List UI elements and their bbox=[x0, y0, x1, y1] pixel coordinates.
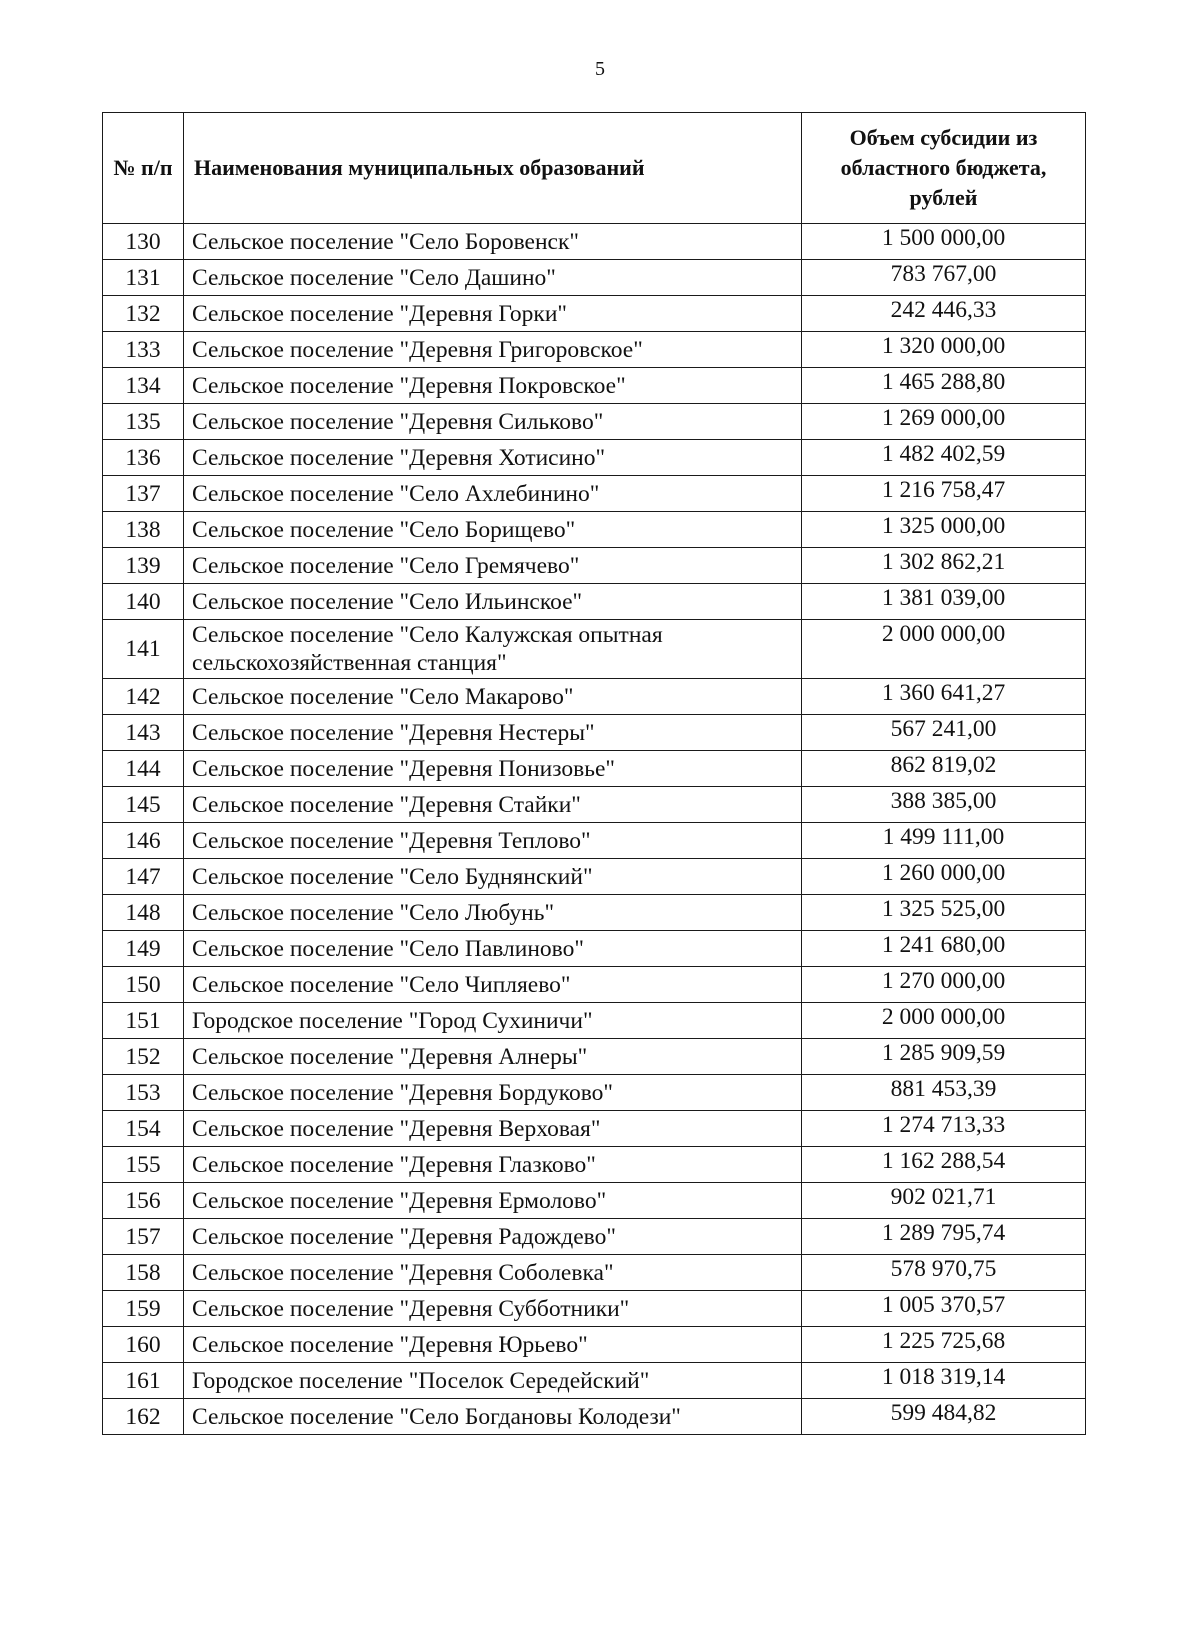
settlement-name: Сельское поселение "Село Дашино" bbox=[184, 260, 802, 296]
settlement-name: Сельское поселение "Деревня Григоровское" bbox=[184, 332, 802, 368]
row-number: 141 bbox=[103, 620, 184, 679]
row-number: 130 bbox=[103, 224, 184, 260]
settlement-name: Сельское поселение "Село Гремячево" bbox=[184, 548, 802, 584]
subsidy-amount: 902 021,71 bbox=[802, 1183, 1086, 1219]
subsidy-amount: 1 499 111,00 bbox=[802, 823, 1086, 859]
table-row bbox=[103, 476, 1086, 512]
table-row bbox=[103, 1111, 1086, 1147]
page-number: 5 bbox=[595, 58, 605, 80]
settlement-name: Сельское поселение "Деревня Понизовье" bbox=[184, 751, 802, 787]
header-name: Наименования муниципальных образований bbox=[184, 113, 802, 224]
subsidy-amount: 881 453,39 bbox=[802, 1075, 1086, 1111]
table-row bbox=[103, 1183, 1086, 1219]
subsidy-amount: 1 465 288,80 bbox=[802, 368, 1086, 404]
row-number: 136 bbox=[103, 440, 184, 476]
settlement-name: Сельское поселение "Деревня Алнеры" bbox=[184, 1039, 802, 1075]
settlement-name: Сельское поселение "Село Чипляево" bbox=[184, 967, 802, 1003]
subsidy-amount: 1 260 000,00 bbox=[802, 859, 1086, 895]
settlement-name: Сельское поселение "Деревня Горки" bbox=[184, 296, 802, 332]
row-number: 149 bbox=[103, 931, 184, 967]
row-number: 152 bbox=[103, 1039, 184, 1075]
row-number: 138 bbox=[103, 512, 184, 548]
row-number: 151 bbox=[103, 1003, 184, 1039]
row-number: 159 bbox=[103, 1291, 184, 1327]
settlement-name: Сельское поселение "Деревня Сильково" bbox=[184, 404, 802, 440]
subsidy-amount: 1 216 758,47 bbox=[802, 476, 1086, 512]
subsidy-amount: 578 970,75 bbox=[802, 1255, 1086, 1291]
row-number: 157 bbox=[103, 1219, 184, 1255]
table-row bbox=[103, 404, 1086, 440]
settlement-name: Сельское поселение "Село Ахлебинино" bbox=[184, 476, 802, 512]
subsidy-amount: 1 482 402,59 bbox=[802, 440, 1086, 476]
row-number: 146 bbox=[103, 823, 184, 859]
table-row bbox=[103, 512, 1086, 548]
settlement-name: Городское поселение "Город Сухиничи" bbox=[184, 1003, 802, 1039]
row-number: 162 bbox=[103, 1399, 184, 1435]
table-row bbox=[103, 368, 1086, 404]
subsidy-amount: 1 005 370,57 bbox=[802, 1291, 1086, 1327]
settlement-name: Сельское поселение "Деревня Субботники" bbox=[184, 1291, 802, 1327]
table-row bbox=[103, 1291, 1086, 1327]
subsidy-amount: 1 325 525,00 bbox=[802, 895, 1086, 931]
settlement-name: Сельское поселение "Село Любунь" bbox=[184, 895, 802, 931]
row-number: 147 bbox=[103, 859, 184, 895]
subsidy-amount: 1 325 000,00 bbox=[802, 512, 1086, 548]
table-row bbox=[103, 548, 1086, 584]
table-row bbox=[103, 260, 1086, 296]
row-number: 142 bbox=[103, 679, 184, 715]
settlement-name: Сельское поселение "Село Ильинское" bbox=[184, 584, 802, 620]
subsidy-amount: 783 767,00 bbox=[802, 260, 1086, 296]
subsidy-amount: 1 018 319,14 bbox=[802, 1363, 1086, 1399]
row-number: 143 bbox=[103, 715, 184, 751]
header-num: № п/п bbox=[103, 113, 184, 224]
settlement-name: Сельское поселение "Деревня Верховая" bbox=[184, 1111, 802, 1147]
table-row bbox=[103, 1255, 1086, 1291]
settlement-name: Сельское поселение "Деревня Ермолово" bbox=[184, 1183, 802, 1219]
table-row bbox=[103, 859, 1086, 895]
row-number: 153 bbox=[103, 1075, 184, 1111]
row-number: 150 bbox=[103, 967, 184, 1003]
table-row bbox=[103, 823, 1086, 859]
subsidy-amount: 388 385,00 bbox=[802, 787, 1086, 823]
row-number: 154 bbox=[103, 1111, 184, 1147]
settlement-name: Сельское поселение "Деревня Хотисино" bbox=[184, 440, 802, 476]
settlement-name: Сельское поселение "Деревня Юрьево" bbox=[184, 1327, 802, 1363]
subsidy-amount: 2 000 000,00 bbox=[802, 1003, 1086, 1039]
subsidy-amount: 567 241,00 bbox=[802, 715, 1086, 751]
row-number: 135 bbox=[103, 404, 184, 440]
subsidy-amount: 1 289 795,74 bbox=[802, 1219, 1086, 1255]
table-row bbox=[103, 332, 1086, 368]
subsidy-amount: 1 270 000,00 bbox=[802, 967, 1086, 1003]
table-row bbox=[103, 1327, 1086, 1363]
settlement-name: Сельское поселение "Деревня Нестеры" bbox=[184, 715, 802, 751]
table-row bbox=[103, 620, 1086, 679]
table-row bbox=[103, 1003, 1086, 1039]
row-number: 132 bbox=[103, 296, 184, 332]
subsidy-amount: 1 500 000,00 bbox=[802, 224, 1086, 260]
table-row bbox=[103, 584, 1086, 620]
row-number: 139 bbox=[103, 548, 184, 584]
row-number: 160 bbox=[103, 1327, 184, 1363]
settlement-name: Сельское поселение "Деревня Теплово" bbox=[184, 823, 802, 859]
table-row bbox=[103, 1075, 1086, 1111]
settlement-name: Сельское поселение "Деревня Бордуково" bbox=[184, 1075, 802, 1111]
row-number: 140 bbox=[103, 584, 184, 620]
row-number: 148 bbox=[103, 895, 184, 931]
settlement-name: Сельское поселение "Деревня Стайки" bbox=[184, 787, 802, 823]
table-row bbox=[103, 440, 1086, 476]
subsidy-amount: 862 819,02 bbox=[802, 751, 1086, 787]
table-row bbox=[103, 1399, 1086, 1435]
settlement-name: Сельское поселение "Село Макарово" bbox=[184, 679, 802, 715]
subsidy-amount: 1 360 641,27 bbox=[802, 679, 1086, 715]
settlement-name: Сельское поселение "Деревня Радождево" bbox=[184, 1219, 802, 1255]
table-row bbox=[103, 967, 1086, 1003]
table-row bbox=[103, 1363, 1086, 1399]
subsidy-amount: 1 225 725,68 bbox=[802, 1327, 1086, 1363]
subsidy-table bbox=[102, 112, 1086, 1435]
row-number: 156 bbox=[103, 1183, 184, 1219]
table-row bbox=[103, 931, 1086, 967]
row-number: 158 bbox=[103, 1255, 184, 1291]
header-amount: Объем субсидии из областного бюджета, рублей bbox=[802, 113, 1086, 224]
subsidy-amount: 1 285 909,59 bbox=[802, 1039, 1086, 1075]
subsidy-amount: 1 269 000,00 bbox=[802, 404, 1086, 440]
settlement-name: Сельское поселение "Деревня Соболевка" bbox=[184, 1255, 802, 1291]
row-number: 134 bbox=[103, 368, 184, 404]
subsidy-amount: 1 162 288,54 bbox=[802, 1147, 1086, 1183]
subsidy-amount: 1 302 862,21 bbox=[802, 548, 1086, 584]
table-row bbox=[103, 787, 1086, 823]
settlement-name: Сельское поселение "Село Калужская опытная сельскохозяйственная станция" bbox=[184, 620, 802, 679]
table-row bbox=[103, 1039, 1086, 1075]
settlement-name: Сельское поселение "Деревня Глазково" bbox=[184, 1147, 802, 1183]
subsidy-amount: 599 484,82 bbox=[802, 1399, 1086, 1435]
settlement-name: Сельское поселение "Село Богдановы Колодези" bbox=[184, 1399, 802, 1435]
table-row bbox=[103, 296, 1086, 332]
table-row bbox=[103, 751, 1086, 787]
settlement-name: Сельское поселение "Село Павлиново" bbox=[184, 931, 802, 967]
subsidy-amount: 242 446,33 bbox=[802, 296, 1086, 332]
row-number: 133 bbox=[103, 332, 184, 368]
table-row bbox=[103, 1219, 1086, 1255]
table-row bbox=[103, 715, 1086, 751]
subsidy-amount: 1 381 039,00 bbox=[802, 584, 1086, 620]
row-number: 155 bbox=[103, 1147, 184, 1183]
row-number: 144 bbox=[103, 751, 184, 787]
settlement-name: Сельское поселение "Деревня Покровское" bbox=[184, 368, 802, 404]
subsidy-amount: 1 274 713,33 bbox=[802, 1111, 1086, 1147]
table-body bbox=[103, 224, 1086, 1435]
subsidy-amount: 1 320 000,00 bbox=[802, 332, 1086, 368]
table-row bbox=[103, 679, 1086, 715]
row-number: 161 bbox=[103, 1363, 184, 1399]
subsidy-amount: 1 241 680,00 bbox=[802, 931, 1086, 967]
settlement-name: Сельское поселение "Село Буднянский" bbox=[184, 859, 802, 895]
table-header-row bbox=[103, 113, 1086, 224]
table-row bbox=[103, 895, 1086, 931]
subsidy-amount: 2 000 000,00 bbox=[802, 620, 1086, 679]
settlement-name: Сельское поселение "Село Боровенск" bbox=[184, 224, 802, 260]
settlement-name: Сельское поселение "Село Борищево" bbox=[184, 512, 802, 548]
row-number: 145 bbox=[103, 787, 184, 823]
settlement-name: Городское поселение "Поселок Середейский" bbox=[184, 1363, 802, 1399]
table-row bbox=[103, 224, 1086, 260]
table-row bbox=[103, 1147, 1086, 1183]
row-number: 131 bbox=[103, 260, 184, 296]
row-number: 137 bbox=[103, 476, 184, 512]
